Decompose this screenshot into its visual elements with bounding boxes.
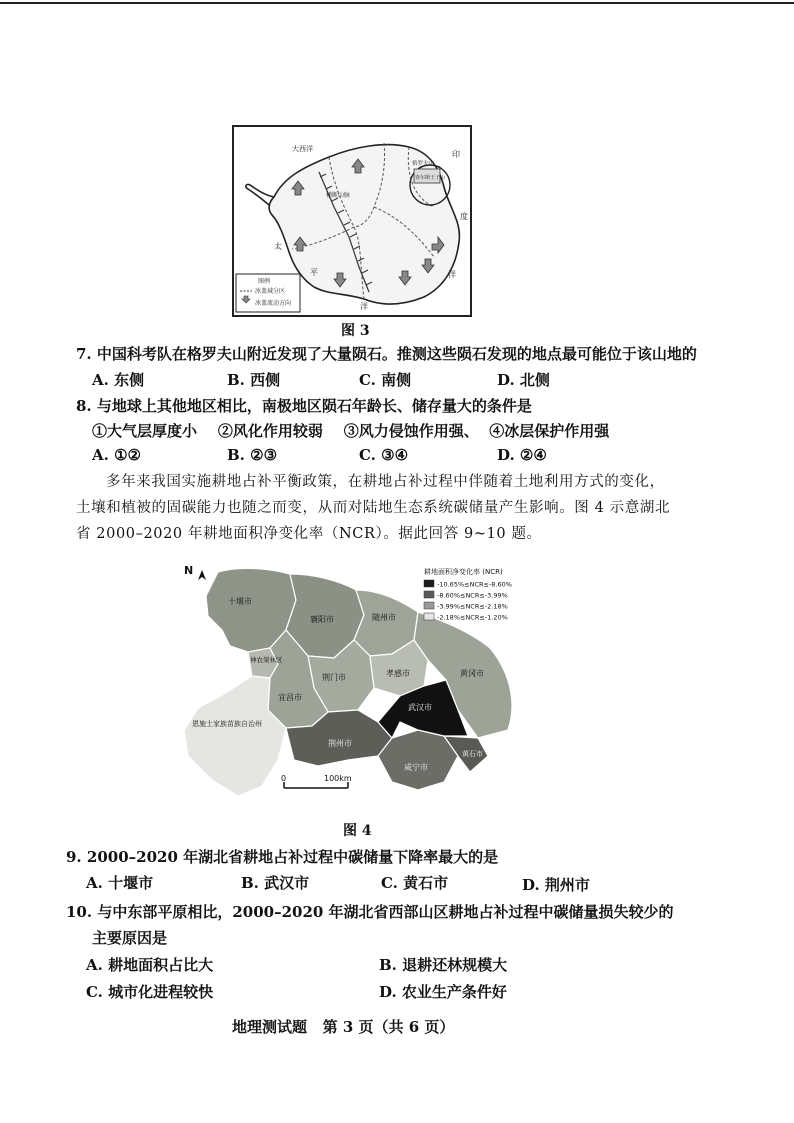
legend-label-3: -3.99%≤NCR≤-2.18%	[437, 602, 508, 611]
fig4-legend-title: 耕地面积净变化率 (NCR)	[424, 568, 503, 576]
legend-swatch-2	[424, 591, 434, 598]
city-suizhou: 随州市	[372, 613, 396, 622]
label-atlantic: 大西洋	[292, 145, 313, 153]
legend-swatch-4	[424, 613, 434, 620]
label-prince-charles: 查尔斯王子山	[415, 175, 446, 181]
scale-label: 100km	[324, 774, 352, 783]
label-indian-2: 度	[460, 212, 468, 221]
page-footer: 地理测试题 第 3 页（共 6 页）	[232, 1018, 455, 1036]
figure4-map	[178, 560, 558, 808]
question-9-option-c: C. 黄石市	[381, 874, 449, 892]
city-xiaogan: 孝感市	[386, 669, 410, 678]
city-yichang: 宜昌市	[278, 693, 302, 702]
label-pacific-1: 太	[274, 242, 282, 251]
label-indian-3: 洋	[448, 270, 456, 279]
antarctica-map	[234, 127, 470, 315]
figure4-legend	[424, 567, 512, 622]
intro-line-3: 省 2000–2020 年耕地面积净变化率（NCR）。据此回答 9~10 题。	[76, 526, 542, 542]
label-range: 横断山脉	[326, 192, 351, 199]
intro-line-1: 多年来我国实施耕地占补平衡政策，在耕地占补过程中伴随着土地利用方式的变化，	[106, 474, 665, 490]
city-shiyan: 十堰市	[228, 597, 252, 606]
question-9-option-d: D. 荆州市	[522, 876, 590, 894]
question-8-option-c: C. ③④	[359, 446, 409, 464]
north-label: N	[184, 564, 194, 577]
question-10-option-b: B. 退耕还林规模大	[379, 956, 508, 974]
question-8-option-a: A. ①②	[92, 446, 141, 464]
scale-zero: 0	[281, 774, 287, 783]
question-9-option-a: A. 十堰市	[86, 874, 154, 892]
question-7-option-b: B. 西侧	[227, 371, 281, 389]
figure4-caption: 图 4	[343, 823, 372, 839]
label-indian-1: 印	[452, 150, 460, 159]
fig3-legend-item1: 冰盖域分区	[255, 288, 286, 295]
fig3-legend-item2: 冰盖流动方向	[255, 300, 292, 307]
city-xianning: 咸宁市	[404, 763, 428, 772]
north-arrow-icon	[198, 570, 206, 580]
city-jingzhou: 荆州市	[328, 739, 352, 748]
label-pacific-2: 平	[310, 268, 318, 277]
city-wuhan: 武汉市	[408, 703, 432, 712]
legend-swatch-1	[424, 580, 434, 587]
city-jingmen: 荆门市	[322, 673, 346, 682]
question-9-stem: 9. 2000–2020 年湖北省耕地占补过程中碳储量下降率最大的是	[66, 848, 499, 866]
question-8-statements: ①大气层厚度小 ②风化作用较弱 ③风力侵蚀作用强、 ④冰层保护作用强	[92, 422, 610, 440]
question-10-option-d: D. 农业生产条件好	[379, 983, 507, 1001]
city-shennongjia: 神农架林区	[250, 656, 283, 664]
question-9-option-b: B. 武汉市	[241, 874, 310, 892]
intro-line-2: 土壤和植被的固碳能力也随之而变，从而对陆地生态系统碳储量产生影响。图 4 示意湖北	[76, 500, 671, 516]
city-huangshi: 黄石市	[462, 750, 483, 758]
question-7-option-d: D. 北侧	[497, 371, 550, 389]
legend-label-1: -10.65%≤NCR≤-8.60%	[437, 580, 512, 589]
question-10-stem-line1: 10. 与中东部平原相比，2000–2020 年湖北省西部山区耕地占补过程中碳储量损失较少的	[66, 903, 674, 921]
fig3-legend-title: 图例	[258, 278, 271, 285]
question-10-option-a: A. 耕地面积占比大	[86, 956, 214, 974]
label-grove-mountains: 格罗夫山	[412, 161, 435, 167]
legend-label-4: -2.18%≤NCR≤-1.20%	[437, 613, 508, 622]
question-10-stem-line2: 主要原因是	[92, 929, 168, 947]
question-8-stem: 8. 与地球上其他地区相比，南极地区陨石年龄长、储存量大的条件是	[76, 397, 532, 415]
city-enshi: 恩施土家族苗族自治州	[192, 720, 262, 728]
figure3-caption: 图 3	[341, 323, 370, 339]
top-rule	[0, 2, 794, 4]
hubei-map	[178, 560, 558, 808]
question-8-option-d: D. ②④	[497, 446, 547, 464]
legend-label-2: -8.60%≤NCR≤-3.99%	[437, 591, 508, 600]
question-7-stem: 7. 中国科考队在格罗夫山附近发现了大量陨石。推测这些陨石发现的地点最可能位于该山地的	[76, 345, 697, 363]
city-huanggang: 黄冈市	[460, 669, 484, 678]
question-7-option-c: C. 南侧	[359, 371, 412, 389]
question-7-option-a: A. 东侧	[92, 371, 145, 389]
question-8-option-b: B. ②③	[227, 446, 278, 464]
figure3-map	[232, 125, 472, 317]
question-10-option-c: C. 城市化进程较快	[86, 983, 214, 1001]
legend-swatch-3	[424, 602, 434, 609]
city-xiangyang: 襄阳市	[310, 615, 334, 624]
label-pacific-3: 洋	[360, 302, 368, 311]
